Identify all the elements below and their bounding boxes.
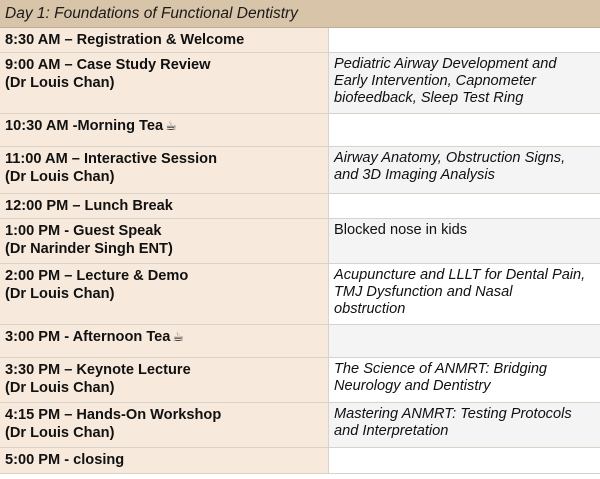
session-description-line: Airway Anatomy, Obstruction Signs,	[334, 150, 566, 166]
session-time-title: 10:30 AM -Morning Tea	[5, 118, 164, 134]
description-cell	[329, 403, 600, 447]
time-cell	[0, 448, 329, 473]
session-speaker: (Dr Narinder Singh ENT)	[5, 241, 173, 257]
schedule-row	[0, 403, 600, 448]
description-cell	[329, 358, 600, 402]
session-description-line: Early Intervention, Capnometer	[334, 73, 536, 89]
time-cell	[0, 147, 329, 193]
session-time-title: 3:00 PM - Afternoon Tea	[5, 329, 171, 345]
description-cell	[329, 448, 600, 473]
description-cell	[329, 53, 600, 113]
session-description-line: and Interpretation	[334, 423, 449, 439]
session-speaker: (Dr Louis Chan)	[5, 380, 115, 396]
day-title: Day 1: Foundations of Functional Dentistry	[5, 4, 298, 22]
session-time-title: 4:15 PM – Hands-On Workshop	[5, 407, 222, 423]
schedule-row	[0, 194, 600, 219]
time-cell	[0, 114, 329, 146]
description-cell	[329, 219, 600, 263]
session-description-line: Mastering ANMRT: Testing Protocols	[334, 406, 572, 422]
session-speaker: (Dr Louis Chan)	[5, 169, 115, 185]
schedule-row	[0, 358, 600, 403]
schedule-row	[0, 114, 600, 147]
schedule-row	[0, 264, 600, 325]
description-cell	[329, 264, 600, 324]
description-cell	[329, 114, 600, 146]
session-description-line: biofeedback, Sleep Test Ring	[334, 90, 524, 106]
session-description-line: TMJ Dysfunction and Nasal	[334, 284, 513, 300]
session-time-title: 1:00 PM - Guest Speak	[5, 223, 162, 239]
session-time-title: 12:00 PM – Lunch Break	[5, 198, 173, 214]
session-description-line: Neurology and Dentistry	[334, 378, 491, 394]
session-time-title: 5:00 PM - closing	[5, 452, 125, 468]
session-time-title: 9:00 AM – Case Study Review	[5, 57, 211, 73]
session-description-line: Acupuncture and LLLT for Dental Pain,	[334, 267, 586, 283]
session-description-line: and 3D Imaging Analysis	[334, 167, 495, 183]
time-cell	[0, 358, 329, 402]
time-cell	[0, 28, 329, 52]
session-speaker: (Dr Louis Chan)	[5, 75, 115, 91]
session-description-line: Pediatric Airway Development and	[334, 56, 557, 72]
description-cell	[329, 147, 600, 193]
session-time-title: 3:30 PM – Keynote Lecture	[5, 362, 191, 378]
session-time-title: 8:30 AM – Registration & Welcome	[5, 32, 245, 48]
session-description-line: The Science of ANMRT: Bridging	[334, 361, 548, 377]
time-cell	[0, 325, 329, 357]
day-header	[0, 0, 600, 28]
session-time-title: 2:00 PM – Lecture & Demo	[5, 268, 189, 284]
session-description-line: Blocked nose in kids	[334, 222, 468, 238]
session-speaker: (Dr Louis Chan)	[5, 425, 115, 441]
session-description-line: obstruction	[334, 301, 406, 317]
time-cell	[0, 53, 329, 113]
schedule-row	[0, 53, 600, 114]
coffee-cup-icon: ☕	[172, 329, 185, 344]
schedule-row	[0, 28, 600, 53]
schedule-row	[0, 325, 600, 358]
description-cell	[329, 28, 600, 52]
schedule-row	[0, 219, 600, 264]
time-cell	[0, 403, 329, 447]
session-speaker: (Dr Louis Chan)	[5, 286, 115, 302]
coffee-cup-icon: ☕	[165, 118, 177, 133]
time-cell	[0, 194, 329, 218]
schedule-row	[0, 147, 600, 194]
time-cell	[0, 219, 329, 263]
description-cell	[329, 194, 600, 218]
session-time-title: 11:00 AM – Interactive Session	[5, 151, 217, 167]
schedule-rows	[0, 28, 600, 474]
schedule-row	[0, 448, 600, 474]
time-cell	[0, 264, 329, 324]
description-cell	[329, 325, 600, 357]
